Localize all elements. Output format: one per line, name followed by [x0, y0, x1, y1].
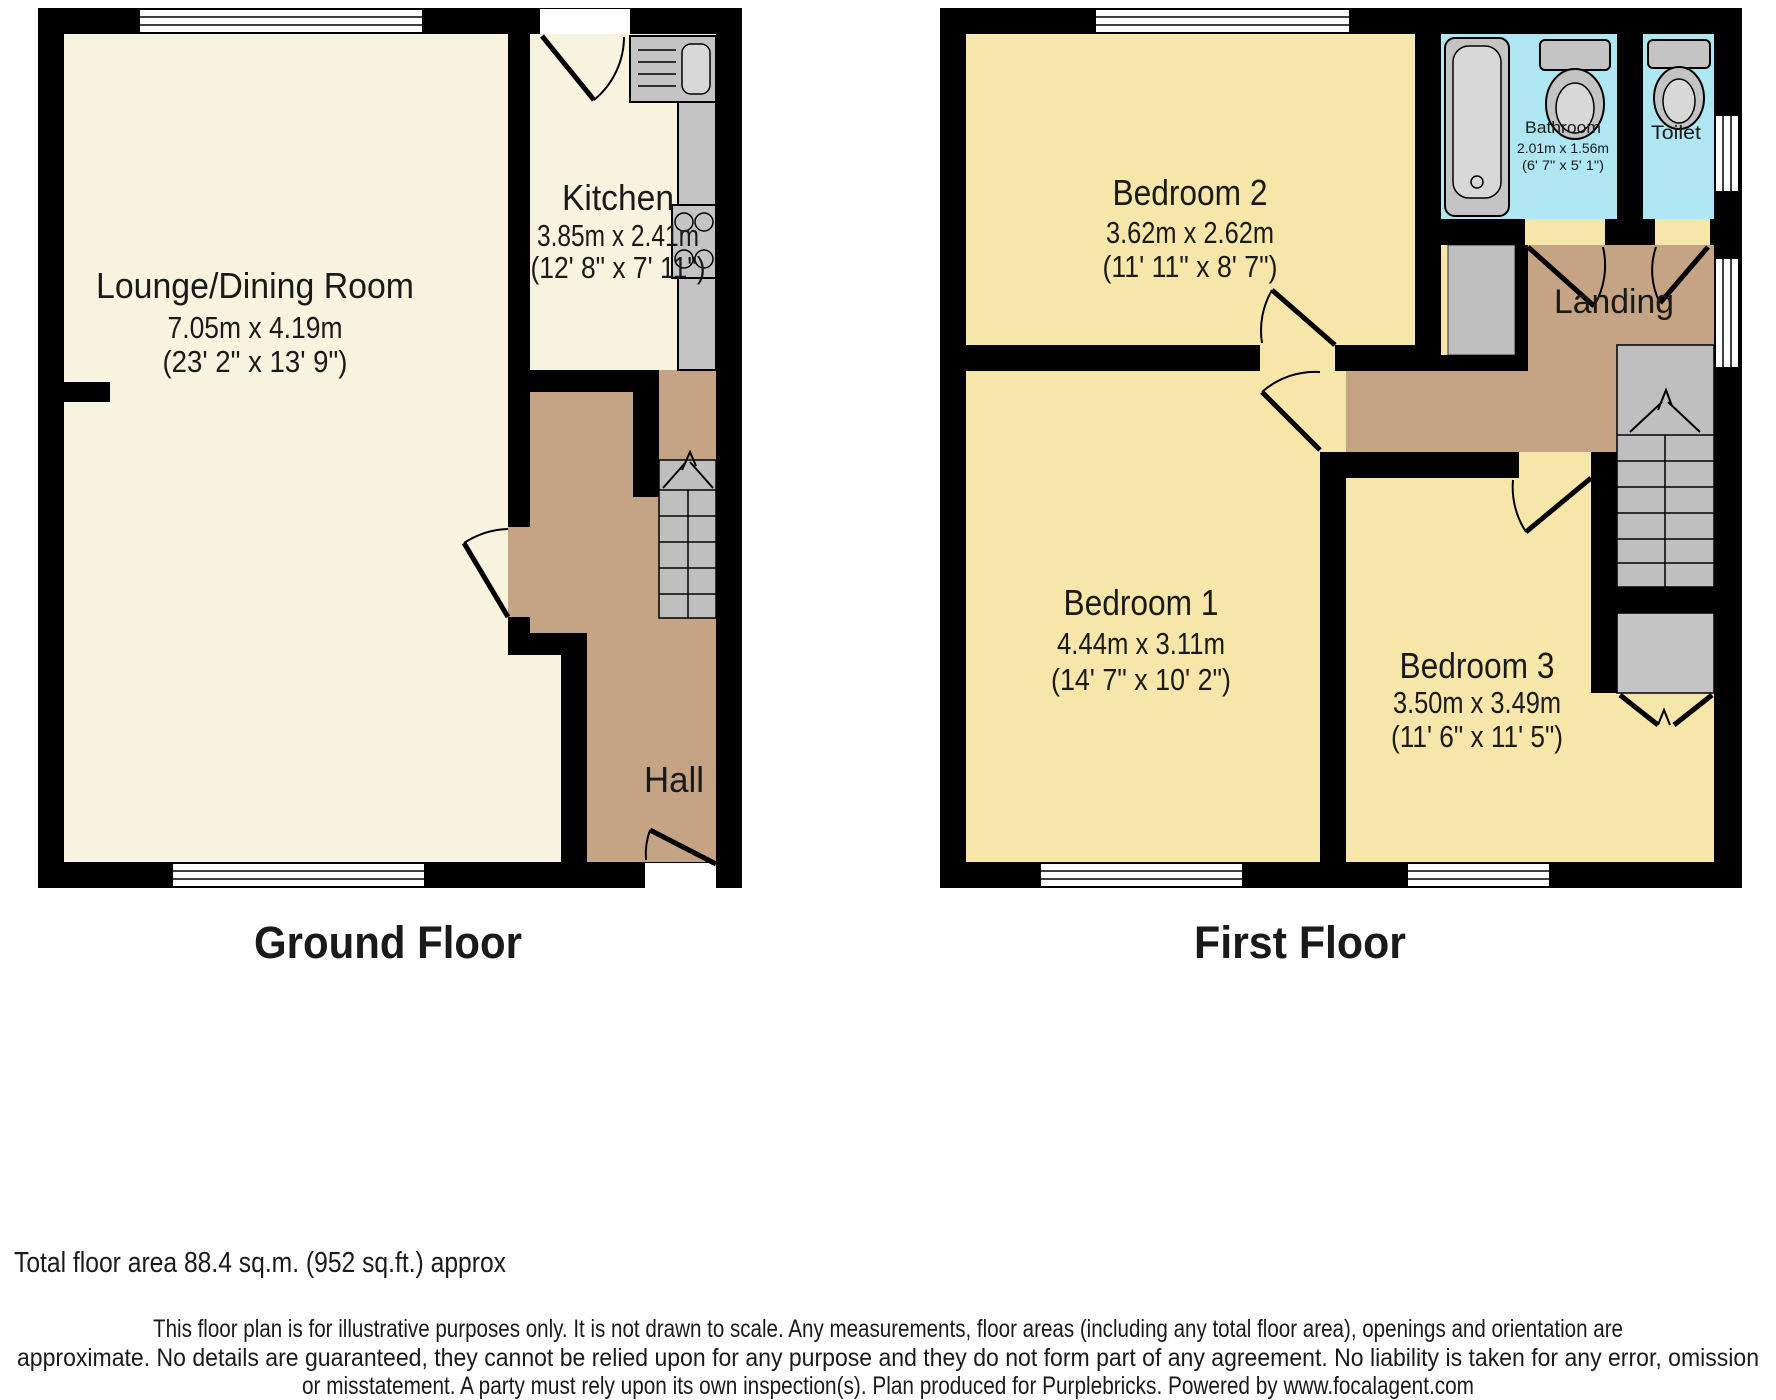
bedroom3-dims-imperial: (11' 6" x 11' 5")	[1391, 719, 1563, 754]
bedroom3-dims-metric: 3.50m x 3.49m	[1393, 685, 1561, 720]
bedroom1-dims-imperial: (14' 7" x 10' 2")	[1051, 662, 1231, 697]
disclaimer-line-3: or misstatement. A party must rely upon its own inspection(s). Plan produced for Purplebricks. Powered by www.focalagent.com	[302, 1372, 1474, 1400]
lounge-dims-metric: 7.05m x 4.19m	[167, 310, 343, 345]
bedroom1-label: Bedroom 1	[1063, 582, 1219, 623]
bedroom2-label: Bedroom 2	[1112, 172, 1268, 213]
bathroom-label: Bathroom	[1525, 118, 1601, 137]
toilet-window	[1715, 115, 1739, 192]
bathtub	[1445, 38, 1509, 216]
ground-floor-title: Ground Floor	[254, 917, 522, 968]
sink-basin	[682, 44, 710, 94]
lounge-label: Lounge/Dining Room	[96, 265, 414, 306]
kitchen-sink-unit	[630, 36, 716, 102]
bathroom-dims-imperial: (6' 7" x 5' 1")	[1522, 157, 1604, 173]
toilet-fixture	[1648, 40, 1710, 129]
hall-label: Hall	[644, 759, 704, 800]
first-floor-plan	[940, 8, 1742, 888]
bedroom1-window	[1040, 863, 1243, 887]
first-floor-title: First Floor	[1194, 917, 1406, 968]
bedroom3-cupboard	[1617, 613, 1714, 693]
kitchen-label: Kitchen	[562, 177, 674, 218]
lounge-top-window	[139, 9, 423, 33]
kitchen-dims-metric: 3.85m x 2.41m	[537, 218, 699, 253]
lounge-hall-doorway	[508, 527, 530, 617]
total-floor-area: Total floor area 88.4 sq.m. (952 sq.ft.) approx	[14, 1247, 507, 1279]
ground-floor-plan	[38, 8, 742, 888]
bedroom2-window	[1095, 9, 1350, 33]
bedroom3-window	[1407, 863, 1550, 887]
lounge-bottom-window	[172, 863, 425, 887]
first-stairs	[1617, 345, 1714, 587]
landing-window	[1715, 258, 1739, 368]
bathroom-dims-metric: 2.01m x 1.56m	[1517, 140, 1609, 156]
landing-label: Landing	[1554, 283, 1674, 321]
bedroom2-dims-imperial: (11' 11" x 8' 7")	[1102, 249, 1278, 284]
kitchen-dims-imperial: (12' 8" x 7' 11")	[530, 250, 706, 285]
disclaimer-line-1: This floor plan is for illustrative purposes only. It is not drawn to scale. Any measurements, floor areas (including any total floor area), openings and orientation are	[153, 1315, 1623, 1343]
ground-stairs	[659, 452, 716, 618]
disclaimer-line-2: approximate. No details are guaranteed, they cannot be relied upon for any purpose and they do not form part of any agreement. No liability is taken for any error, omission	[17, 1344, 1759, 1372]
bedroom1-dims-metric: 4.44m x 3.11m	[1057, 626, 1225, 661]
lounge-dims-imperial: (23' 2" x 13' 9")	[162, 344, 348, 379]
bedroom2-dims-metric: 3.62m x 2.62m	[1106, 215, 1274, 250]
bedroom3-label: Bedroom 3	[1399, 645, 1555, 686]
toilet-label: Toilet	[1651, 123, 1702, 144]
landing-cupboard	[1448, 245, 1515, 355]
